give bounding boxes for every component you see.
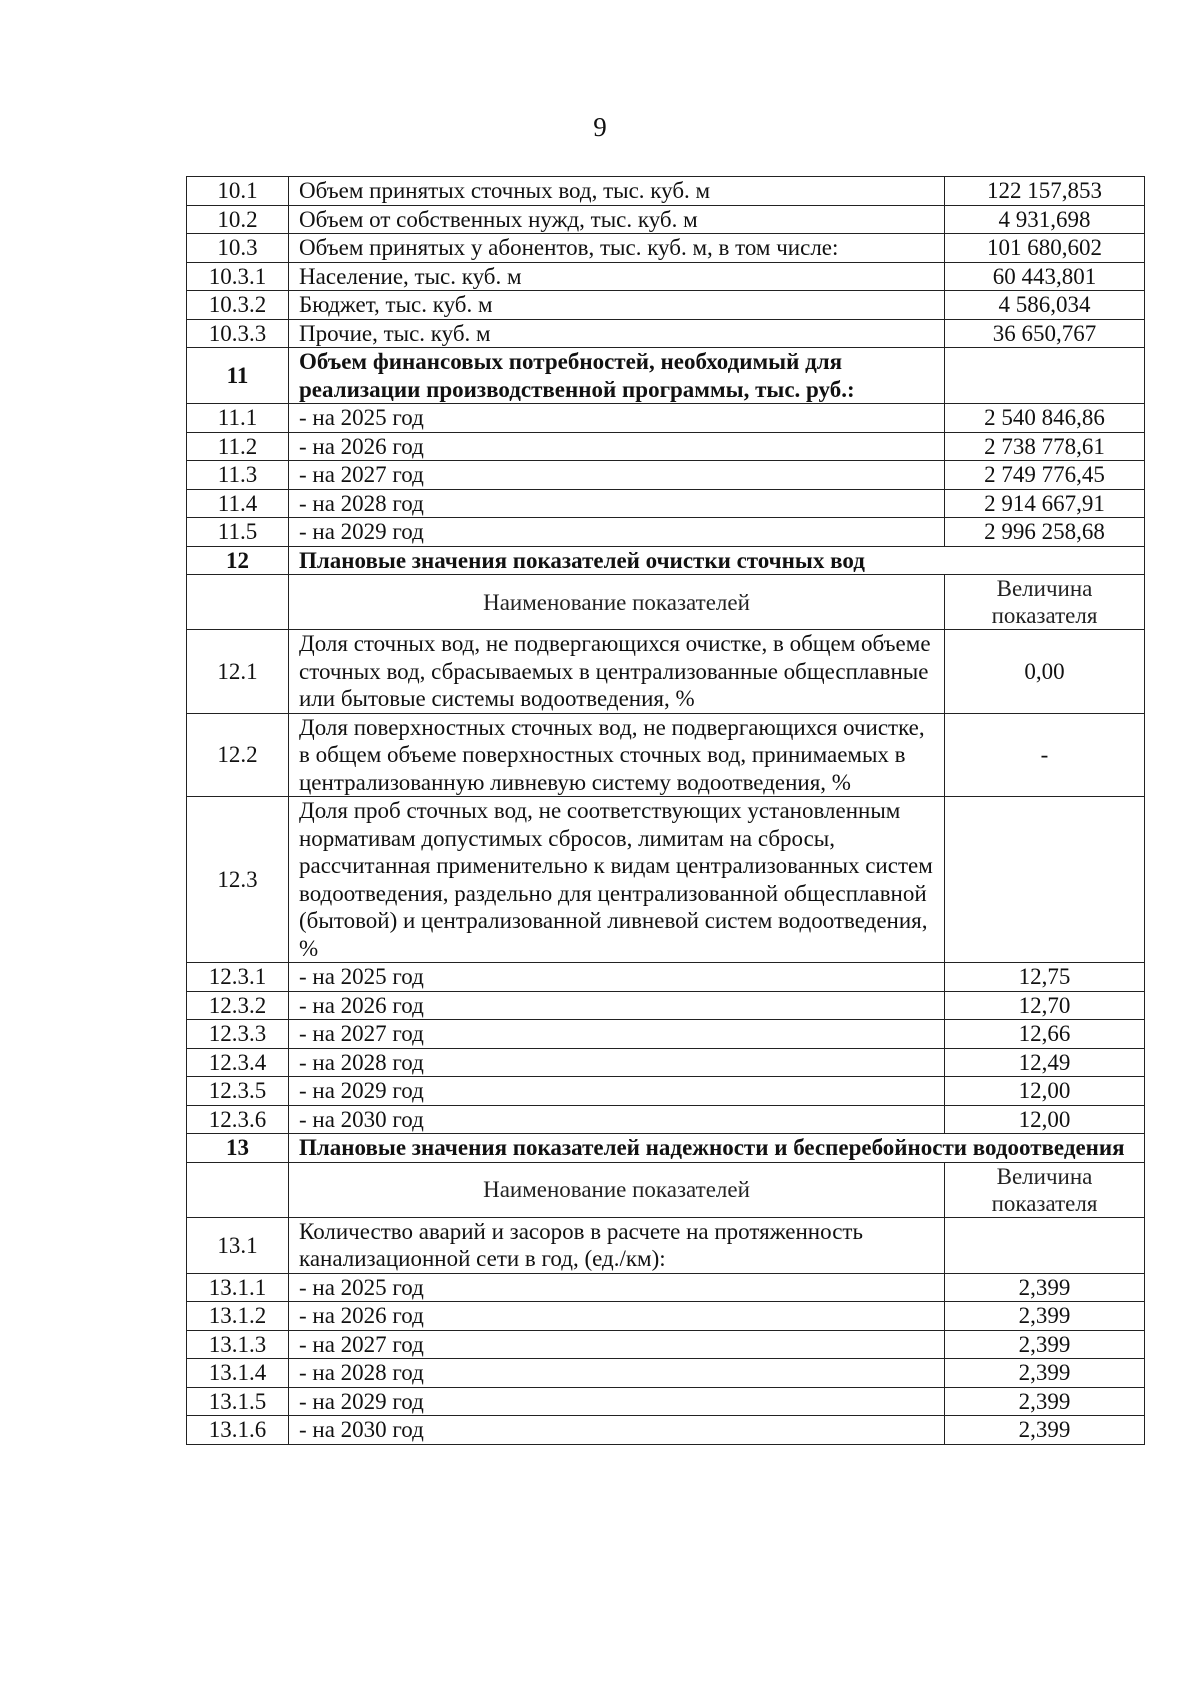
- row-value: 4 586,034: [945, 291, 1145, 320]
- header-indicator-name: Наименование показателей: [289, 575, 945, 630]
- table-row: [187, 291, 1145, 320]
- row-value: 122 157,853: [945, 177, 1145, 206]
- row-number: 12.3.6: [187, 1105, 289, 1134]
- row-value: [945, 348, 1145, 404]
- table-body: [187, 177, 1145, 1445]
- table-row: [187, 262, 1145, 291]
- row-label: Объем от собственных нужд, тыс. куб. м: [289, 205, 945, 234]
- row-label: - на 2026 год: [289, 432, 945, 461]
- column-header-row: [187, 575, 1145, 630]
- row-number: 13.1.1: [187, 1273, 289, 1302]
- row-number: 10.3: [187, 234, 289, 263]
- row-value: 60 443,801: [945, 262, 1145, 291]
- row-label: - на 2030 год: [289, 1416, 945, 1445]
- row-value: [945, 1217, 1145, 1273]
- section-row: [187, 546, 1145, 575]
- row-number: 12.3.3: [187, 1020, 289, 1049]
- table-row: [187, 1077, 1145, 1106]
- table-row: [187, 630, 1145, 714]
- table-row: [187, 404, 1145, 433]
- row-number: 10.3.1: [187, 262, 289, 291]
- table-row: [187, 797, 1145, 963]
- row-value: 2,399: [945, 1359, 1145, 1388]
- page-number: 9: [593, 112, 607, 142]
- section-number: 13: [187, 1134, 289, 1163]
- row-label: Объем финансовых потребностей, необходимый для реализации производственной программы, тыс. руб.:: [289, 348, 945, 404]
- row-number: 10.3.2: [187, 291, 289, 320]
- row-number: 11.2: [187, 432, 289, 461]
- row-value: 36 650,767: [945, 319, 1145, 348]
- row-number: 13.1: [187, 1217, 289, 1273]
- row-label: Прочие, тыс. куб. м: [289, 319, 945, 348]
- row-number: 10.1: [187, 177, 289, 206]
- header-indicator-value: Величина показателя: [945, 1162, 1145, 1217]
- table-row: [187, 1359, 1145, 1388]
- row-value: 2 914 667,91: [945, 489, 1145, 518]
- row-label: - на 2026 год: [289, 991, 945, 1020]
- table-row: [187, 518, 1145, 547]
- table-row: [187, 713, 1145, 797]
- header-empty-cell: [187, 575, 289, 630]
- row-number: 10.2: [187, 205, 289, 234]
- row-value: 2 996 258,68: [945, 518, 1145, 547]
- row-number: 13.1.6: [187, 1416, 289, 1445]
- row-number: 10.3.3: [187, 319, 289, 348]
- header-indicator-value: Величина показателя: [945, 575, 1145, 630]
- row-number: 11.4: [187, 489, 289, 518]
- row-label: - на 2028 год: [289, 1359, 945, 1388]
- row-number: 11.3: [187, 461, 289, 490]
- row-label: - на 2026 год: [289, 1302, 945, 1331]
- row-label: - на 2025 год: [289, 963, 945, 992]
- row-label: Доля поверхностных сточных вод, не подвергающихся очистке, в общем объеме поверхностных сточных вод, принимаемых в централизованную ливневую систему водоотведения, %: [289, 713, 945, 797]
- table-row: [187, 1273, 1145, 1302]
- header-indicator-name: Наименование показателей: [289, 1162, 945, 1217]
- row-value: 12,70: [945, 991, 1145, 1020]
- row-number: 12.3.2: [187, 991, 289, 1020]
- row-number: 12.2: [187, 713, 289, 797]
- row-label: - на 2027 год: [289, 1020, 945, 1049]
- table-row: [187, 461, 1145, 490]
- row-label: Количество аварий и засоров в расчете на протяженность канализационной сети в год, (ед./км):: [289, 1217, 945, 1273]
- row-label: - на 2025 год: [289, 1273, 945, 1302]
- row-value: 2 738 778,61: [945, 432, 1145, 461]
- row-number: 11.5: [187, 518, 289, 547]
- row-number: 12.3.5: [187, 1077, 289, 1106]
- row-value: 2 540 846,86: [945, 404, 1145, 433]
- table-row: [187, 432, 1145, 461]
- row-label: Доля сточных вод, не подвергающихся очистке, в общем объеме сточных вод, сбрасываемых в централизованные общесплавные или бытовые системы водоотведения, %: [289, 630, 945, 714]
- row-label: - на 2027 год: [289, 1330, 945, 1359]
- row-label: - на 2029 год: [289, 1387, 945, 1416]
- row-number: 12.3: [187, 797, 289, 963]
- row-number: 11.1: [187, 404, 289, 433]
- table-row: [187, 1217, 1145, 1273]
- table-row: [187, 1105, 1145, 1134]
- row-value: 2,399: [945, 1330, 1145, 1359]
- row-value: 12,75: [945, 963, 1145, 992]
- row-value: 0,00: [945, 630, 1145, 714]
- section-title: Плановые значения показателей очистки сточных вод: [289, 546, 1145, 575]
- indicators-table: [186, 176, 1145, 1445]
- row-value: 2,399: [945, 1416, 1145, 1445]
- row-label: Доля проб сточных вод, не соответствующих установленным нормативам допустимых сбросов, лимитам на сбросы, рассчитанная применительно к видам централизованных систем водоотведения, раздельно для централизованной общесплавной (бытовой) и централизованной ливневой систем водоотведения, %: [289, 797, 945, 963]
- column-header-row: [187, 1162, 1145, 1217]
- table-row: [187, 489, 1145, 518]
- table-row: [187, 991, 1145, 1020]
- row-number: 13.1.4: [187, 1359, 289, 1388]
- row-number: 12.3.1: [187, 963, 289, 992]
- row-number: 12.3.4: [187, 1048, 289, 1077]
- table-row: [187, 963, 1145, 992]
- row-label: - на 2028 год: [289, 489, 945, 518]
- table-row: [187, 1048, 1145, 1077]
- section-row: [187, 1134, 1145, 1163]
- table-row: [187, 348, 1145, 404]
- row-value: -: [945, 713, 1145, 797]
- row-number: 13.1.5: [187, 1387, 289, 1416]
- row-value: 12,00: [945, 1105, 1145, 1134]
- table-row: [187, 177, 1145, 206]
- table-row: [187, 1330, 1145, 1359]
- row-number: 11: [187, 348, 289, 404]
- table-row: [187, 1416, 1145, 1445]
- row-value: 2 749 776,45: [945, 461, 1145, 490]
- row-label: - на 2027 год: [289, 461, 945, 490]
- table-row: [187, 1302, 1145, 1331]
- row-value: 4 931,698: [945, 205, 1145, 234]
- row-label: - на 2029 год: [289, 1077, 945, 1106]
- table-row: [187, 1020, 1145, 1049]
- row-value: 12,66: [945, 1020, 1145, 1049]
- row-value: 2,399: [945, 1302, 1145, 1331]
- row-label: - на 2025 год: [289, 404, 945, 433]
- row-value: [945, 797, 1145, 963]
- row-label: Объем принятых у абонентов, тыс. куб. м, в том числе:: [289, 234, 945, 263]
- section-title: Плановые значения показателей надежности и бесперебойности водоотведения: [289, 1134, 1145, 1163]
- row-value: 12,49: [945, 1048, 1145, 1077]
- row-label: Население, тыс. куб. м: [289, 262, 945, 291]
- row-label: - на 2028 год: [289, 1048, 945, 1077]
- table-row: [187, 234, 1145, 263]
- row-label: Бюджет, тыс. куб. м: [289, 291, 945, 320]
- row-label: - на 2029 год: [289, 518, 945, 547]
- row-number: 12.1: [187, 630, 289, 714]
- row-value: 2,399: [945, 1273, 1145, 1302]
- table-row: [187, 1387, 1145, 1416]
- row-value: 2,399: [945, 1387, 1145, 1416]
- row-value: 12,00: [945, 1077, 1145, 1106]
- row-value: 101 680,602: [945, 234, 1145, 263]
- row-number: 13.1.3: [187, 1330, 289, 1359]
- row-number: 13.1.2: [187, 1302, 289, 1331]
- section-number: 12: [187, 546, 289, 575]
- row-label: - на 2030 год: [289, 1105, 945, 1134]
- header-empty-cell: [187, 1162, 289, 1217]
- table-row: [187, 319, 1145, 348]
- row-label: Объем принятых сточных вод, тыс. куб. м: [289, 177, 945, 206]
- table-row: [187, 205, 1145, 234]
